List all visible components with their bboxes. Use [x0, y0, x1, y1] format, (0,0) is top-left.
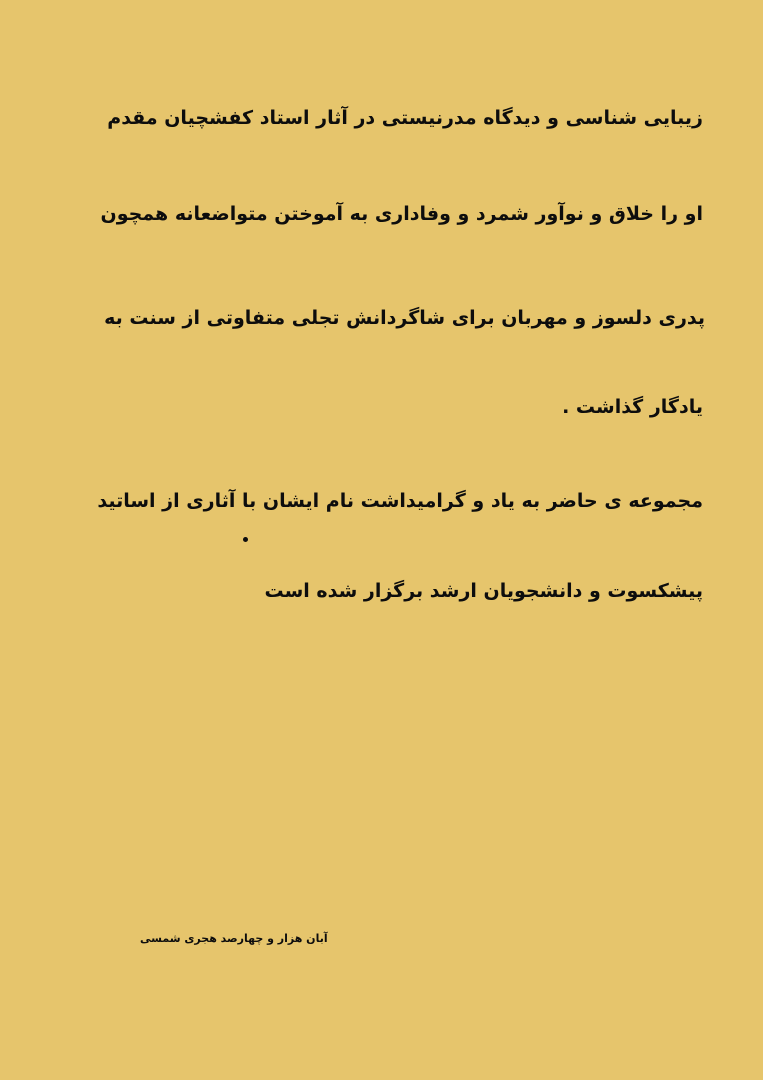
second-paragraph-line-2: پیشکسوت و دانشجویان ارشد برگزار شده است	[264, 580, 703, 602]
paragraph-line-4: یادگار گذاشت .	[562, 396, 703, 418]
paragraph-line-2: او را خلاق و نوآور شمرد و وفاداری به آموختن متواضعانه همچون	[100, 203, 703, 225]
footer-date: آبان هزار و چهارصد هجری شمسی	[140, 932, 328, 945]
paragraph-line-3: پدری دلسوز و مهربان برای شاگردانش تجلی متفاوتی از سنت به	[104, 307, 705, 329]
paragraph-line-1: زیبایی شناسی و دیدگاه مدرنیستی در آثار استاد کفشچیان مقدم	[107, 107, 703, 129]
second-paragraph-line-1: مجموعه ی حاضر به یاد و گرامیداشت نام ایشان با آثاری از اساتید	[97, 490, 703, 512]
stray-dot-mark	[243, 537, 248, 542]
